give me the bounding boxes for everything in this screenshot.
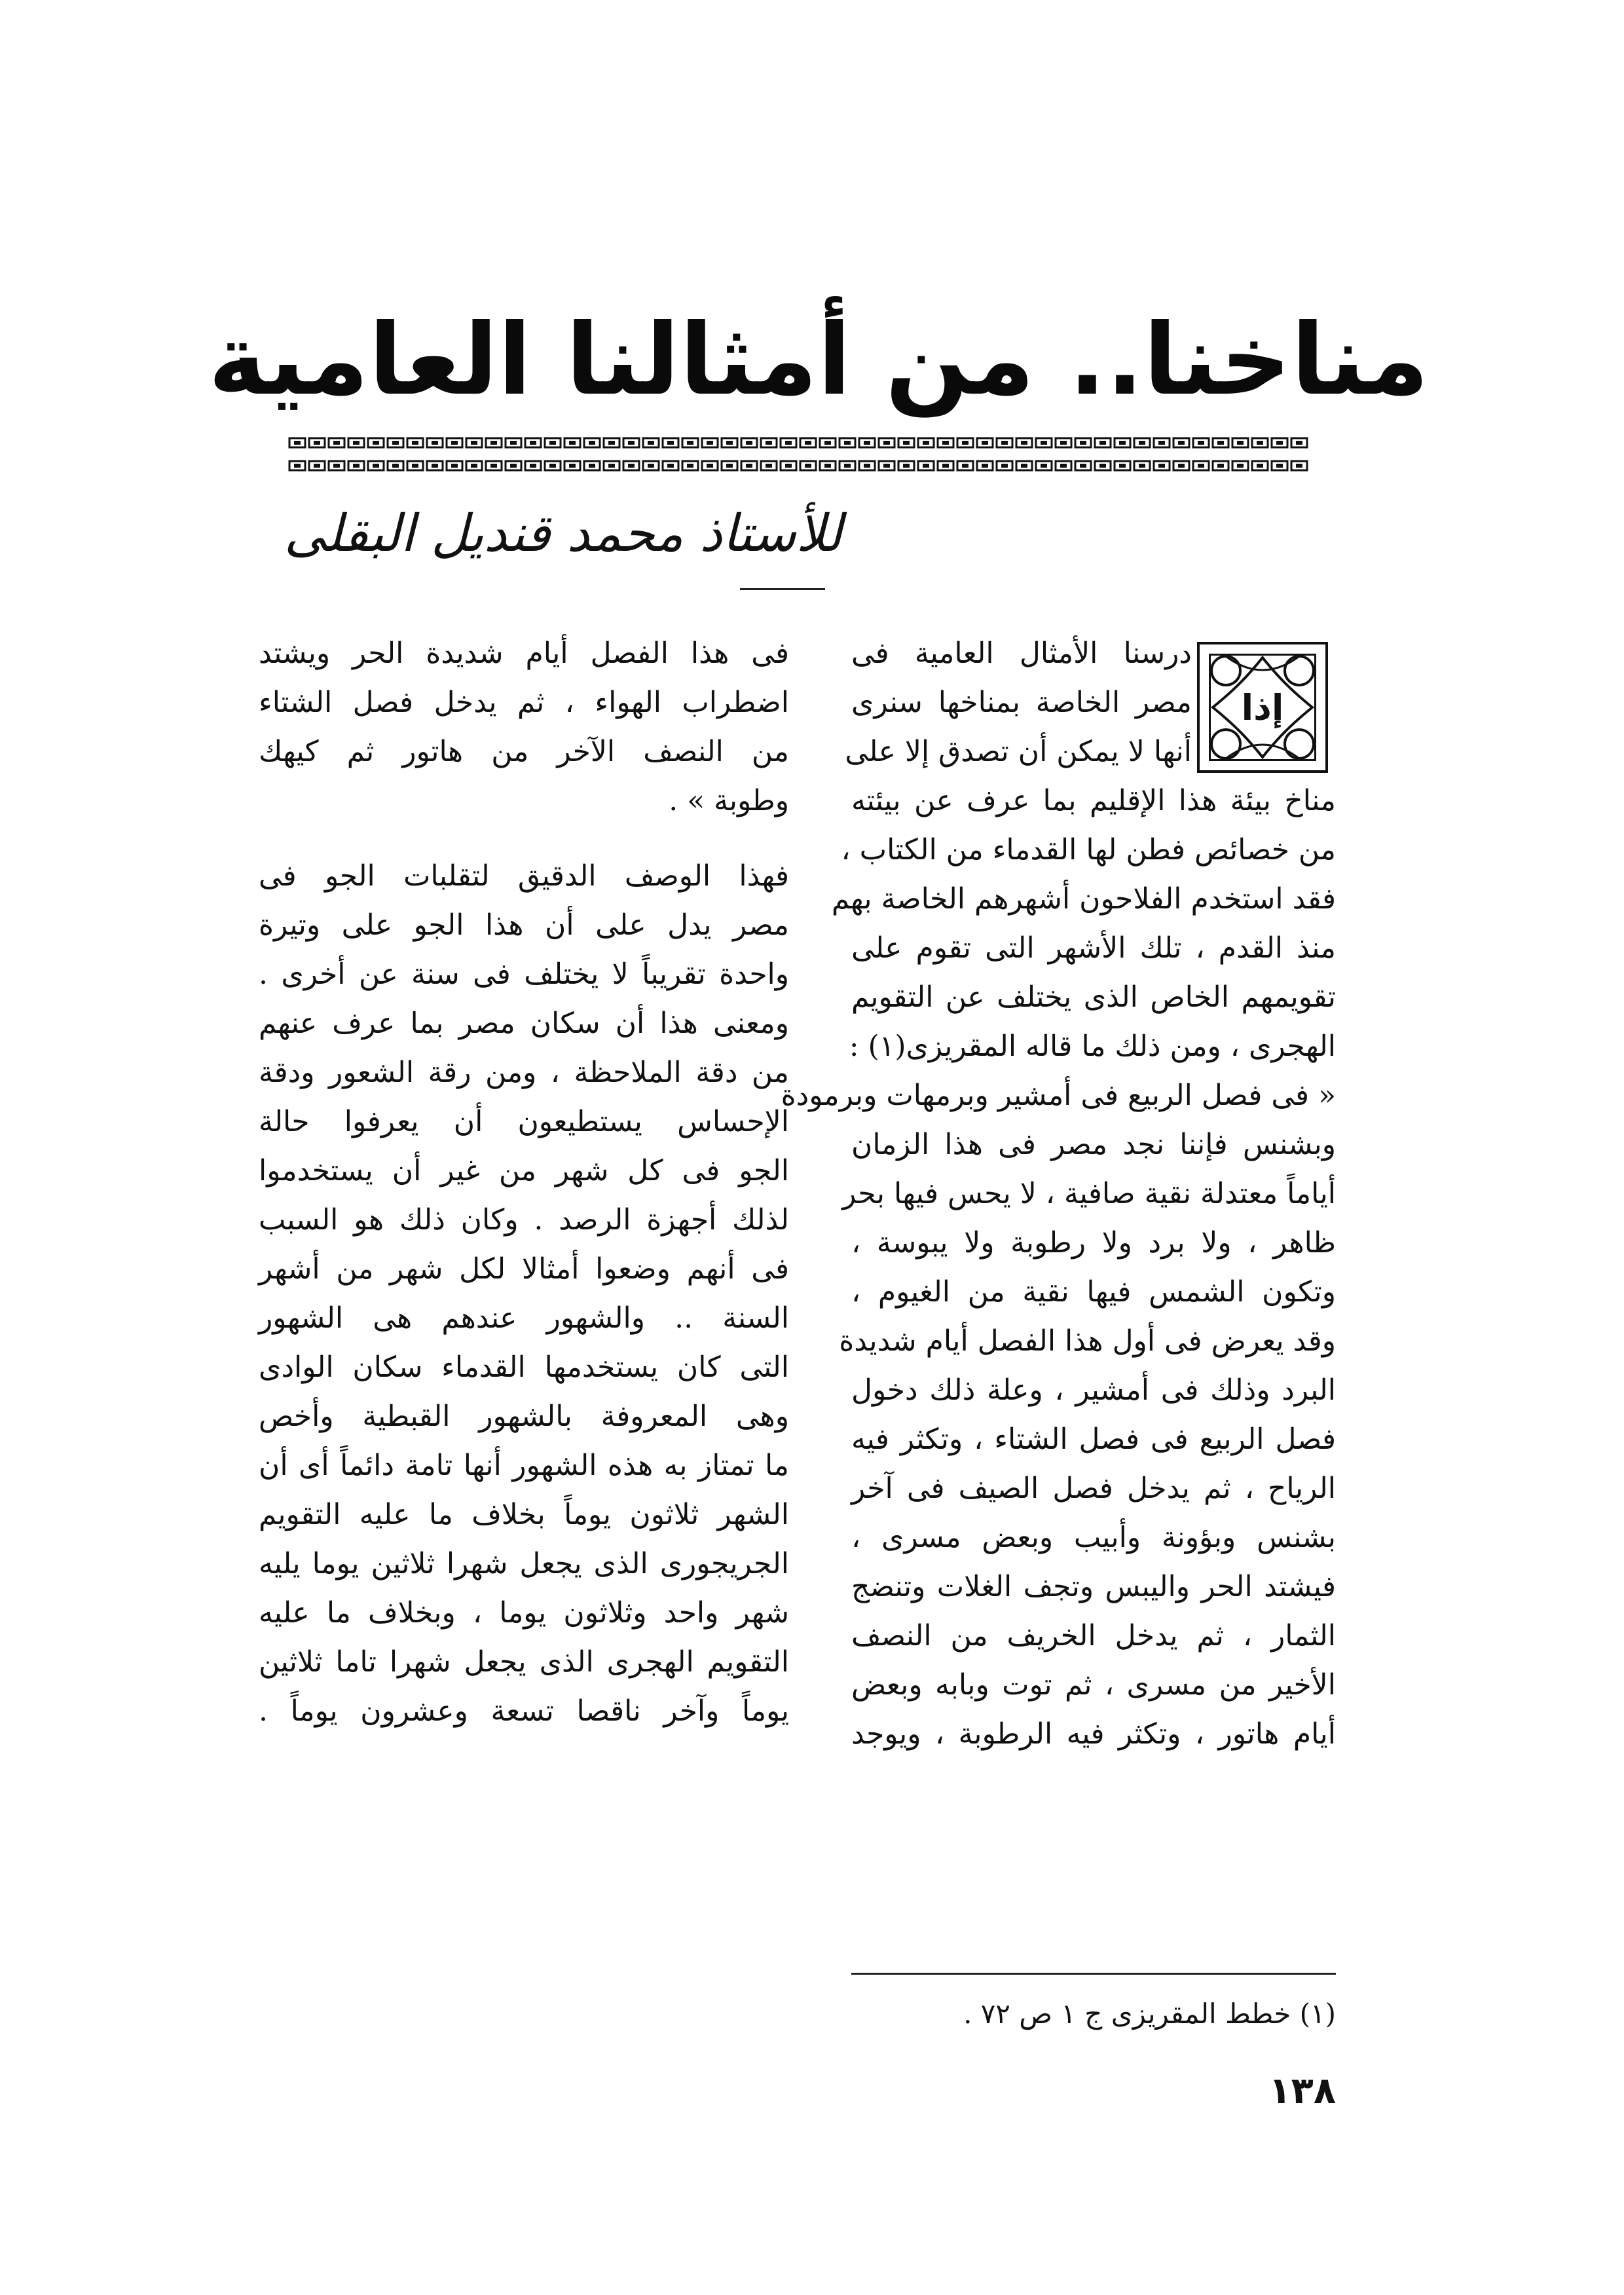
text-line: فى أنهم وضعوا أمثالا لكل شهر من أشهر xyxy=(259,1252,789,1286)
text-line: اضطراب الهواء ، ثم يدخل فصل الشتاء xyxy=(259,686,789,719)
text-line: أياماً معتدلة نقية صافية ، لا يحس فيها بحر xyxy=(842,1177,1336,1210)
text-line: يوماً وآخر ناقصا تسعة وعشرون يوماً . xyxy=(259,1694,789,1728)
text-line: التقويم الهجرى الذى يجعل شهرا تاما ثلاثين xyxy=(259,1645,789,1679)
text-line: وهى المعروفة بالشهور القبطية وأخص xyxy=(259,1400,789,1433)
footnote-rule xyxy=(851,1973,1336,1975)
text-line: وطوبة » . xyxy=(669,784,789,817)
text-line: فقد استخدم الفلاحون أشهرهم الخاصة بهم xyxy=(831,882,1336,916)
text-line: وقد يعرض فى أول هذا الفصل أيام شديدة xyxy=(839,1324,1336,1358)
title-divider xyxy=(740,588,825,590)
text-line: شهر واحد وثلاثون يوما ، وبخلاف ما عليه xyxy=(259,1596,789,1630)
text-line: الثمار ، ثم يدخل الخريف من النصف xyxy=(851,1619,1336,1652)
ornament-border-top xyxy=(288,436,1310,451)
text-line: الجريجورى الذى يجعل شهرا ثلاثين يوما يليه xyxy=(259,1547,789,1580)
left-column xyxy=(259,629,789,1736)
text-line: « فى فصل الربيع فى أمشير وبرمهات وبرمودة xyxy=(781,1079,1336,1112)
page-number: ١٣٨ xyxy=(1268,2070,1336,2112)
article-title: مناخنا.. من أمثالنا العامية xyxy=(208,303,1430,417)
text-line: الشهر ثلاثون يوماً بخلاف ما عليه التقويم xyxy=(259,1498,789,1531)
text-line: من دقة الملاحظة ، ومن رقة الشعور ودقة xyxy=(259,1056,789,1089)
text-line: الإحساس يستطيعون أن يعرفوا حالة xyxy=(259,1105,789,1138)
text-line: أيام هاتور ، وتكثر فيه الرطوبة ، ويوجد xyxy=(851,1717,1336,1751)
text-line: ما تمتاز به هذه الشهور أنها تامة دائماً أى أن xyxy=(259,1449,789,1482)
text-line: درسنا الأمثال العامية فى xyxy=(851,637,1192,670)
text-line: ومعنى هذا أن سكان مصر بما عرف عنهم xyxy=(259,1007,789,1040)
text-line: فى هذا الفصل أيام شديدة الحر ويشتد xyxy=(259,637,789,670)
text-line: البرد وذلك فى أمشير ، وعلة ذلك دخول xyxy=(851,1373,1336,1407)
text-line: تقويمهم الخاص الذى يختلف عن التقويم xyxy=(851,980,1336,1014)
text-line: أنها لا يمكن أن تصدق إلا على xyxy=(845,735,1192,768)
text-line: وبشنس فإننا نجد مصر فى هذا الزمان xyxy=(851,1128,1336,1161)
text-line: ظاهر ، ولا برد ولا رطوبة ولا يبوسة ، xyxy=(851,1226,1336,1259)
author-byline: للأستاذ محمد قنديل البقلى xyxy=(284,504,843,563)
text-line: السنة .. والشهور عندهم هى الشهور xyxy=(259,1301,789,1335)
text-line: مناخ بيئة هذا الإقليم بما عرف عن بيئته xyxy=(851,784,1336,817)
text-line: الرياح ، ثم يدخل فصل الصيف فى آخر xyxy=(851,1472,1336,1505)
text-line: بشنس وبؤونة وأبيب وبعض مسرى ، xyxy=(851,1521,1336,1554)
footnote: (١) خطط المقريزى ج ١ ص ٧٢ . xyxy=(963,1998,1336,2030)
text-line: الجو فى كل شهر من غير أن يستخدموا xyxy=(259,1154,789,1187)
text-line: من النصف الآخر من هاتور ثم كيهك xyxy=(259,735,789,768)
text-line: فهذا الوصف الدقيق لتقلبات الجو فى xyxy=(259,859,789,893)
text-line: مصر الخاصة بمناخها سنرى xyxy=(851,686,1192,719)
text-line: التى كان يستخدمها القدماء سكان الوادى xyxy=(259,1351,789,1384)
text-line: وتكون الشمس فيها نقية من الغيوم ، xyxy=(851,1275,1336,1309)
right-column xyxy=(781,629,1336,1759)
drop-cap-word: إذا xyxy=(1238,687,1288,728)
paragraph-gap xyxy=(259,825,789,851)
text-line: واحدة تقريباً لا يختلف فى سنة عن أخرى . xyxy=(259,958,789,991)
text-line: لذلك أجهزة الرصد . وكان ذلك هو السبب xyxy=(259,1203,789,1237)
ornament-border-bottom xyxy=(288,458,1310,474)
text-line: فصل الربيع فى فصل الشتاء ، وتكثر فيه xyxy=(851,1423,1336,1456)
text-line: من خصائص فطن لها القدماء من الكتاب ، xyxy=(841,833,1336,867)
text-line: مصر يدل على أن هذا الجو على وتيرة xyxy=(259,908,789,942)
text-line: فيشتد الحر واليبس وتجف الغلات وتنضج xyxy=(851,1570,1336,1603)
text-line: الأخير من مسرى ، ثم توت وبابه وبعض xyxy=(851,1668,1336,1702)
text-line: منذ القدم ، تلك الأشهر التى تقوم على xyxy=(851,931,1336,965)
text-line: الهجرى ، ومن ذلك ما قاله المقريزى(١) : xyxy=(849,1030,1336,1063)
